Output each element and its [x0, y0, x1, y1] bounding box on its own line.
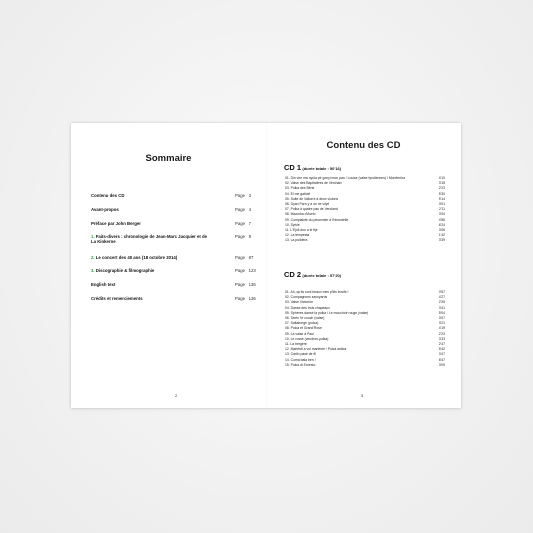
- track-duration: 4'19: [438, 326, 445, 331]
- track-title: 13. Carlin pasè de fil: [285, 352, 316, 357]
- track-duration: 3'15: [438, 181, 445, 186]
- page-number: 3: [361, 393, 364, 398]
- track-title: 06. Tarén l'e couch (valse): [285, 316, 325, 320]
- track-duration: 2'47: [438, 342, 445, 346]
- track-title: 04. Danse des trois chapeaux: [285, 305, 330, 310]
- toc-entry-label: English text: [91, 282, 116, 287]
- track-title: 09. Complainte du prisonnier à l'hirondelle: [285, 217, 349, 222]
- page-title: Contenu des CD: [326, 140, 401, 151]
- track-duration: 0'57: [438, 290, 445, 294]
- track-title: 10. Sylvie: [285, 222, 300, 227]
- toc-entry: [91, 282, 209, 287]
- track-duration: 6'24: [438, 222, 445, 227]
- toc-page-number: 87: [248, 255, 254, 260]
- track-title: 06. Dyan Parn y a on ne vilyè: [285, 202, 330, 206]
- cd-heading: [284, 163, 341, 172]
- toc-entry-number: 1.: [91, 234, 95, 239]
- track-title: 03. Polka des Bènè: [285, 186, 315, 191]
- toc-page-number: 3: [248, 193, 252, 198]
- track-duration: 5'42: [438, 347, 445, 352]
- toc-entry-label: Faits-divers : chronologie de Jean-Marc Jacquier et de La Kinkerne: [91, 234, 208, 244]
- toc-page-label: Page: [235, 282, 246, 287]
- track-title: 02. Compagnons savoyards: [285, 295, 328, 300]
- toc-entry: [91, 234, 209, 244]
- track-duration: 4'56: [438, 217, 445, 222]
- track-title: 01. Din vire ma nyula pè gonyi mon pan / Louise (valse tyroliennes) / Monferrina: [285, 176, 406, 180]
- booklet-spread: [71, 123, 461, 408]
- left-page: [71, 123, 266, 408]
- toc-entry: [91, 207, 209, 212]
- track-duration: 2'11: [438, 207, 445, 212]
- track-duration: 3'04: [438, 212, 445, 217]
- track-duration: 3'39: [438, 238, 445, 243]
- track-title: 03. Valse Victorine: [285, 300, 313, 305]
- toc-page-label: Page: [235, 268, 246, 273]
- toc-page-label: Page: [235, 255, 246, 260]
- track-title: 12. Mariénti a voi mariente / Polca antica: [285, 347, 347, 352]
- track-title: 11. L'Ejòli dou a le fije: [285, 228, 318, 232]
- track-duration: 5'04: [438, 310, 445, 315]
- right-page: [266, 123, 461, 408]
- toc-entry-number: 3.: [91, 268, 95, 273]
- track-duration: 2'23: [438, 331, 445, 336]
- track-duration: 2'23: [438, 186, 445, 191]
- track-title: 09. La valse à Paul: [285, 331, 314, 336]
- page-title: Sommaire: [145, 153, 192, 164]
- toc-page-number: 136: [248, 296, 256, 301]
- track-duration: 3'41: [438, 305, 445, 310]
- toc-entry-label: Contenu des CD: [91, 193, 125, 198]
- track-title: 10. Le rosse (veudron-polka): [285, 336, 329, 341]
- track-title: 14. Cuma bala ben !: [285, 357, 316, 362]
- track-title: 08. Mazurka d'Avelo: [285, 212, 316, 217]
- toc-page-label: Page: [235, 296, 246, 301]
- track-title: 02. Valse des Baptistères de Verchaix: [285, 181, 342, 186]
- page-number: 2: [175, 393, 178, 398]
- toc-page-number: 135: [248, 282, 256, 287]
- track-title: 05. Sphères dansé la polka / Le mouchoir rouge (valse): [285, 310, 369, 315]
- track-duration: 3'06: [438, 228, 445, 232]
- track-duration: 3'01: [438, 202, 445, 206]
- toc-entry-label: Avant-propos: [91, 207, 119, 212]
- toc-entry-label: Discographie & filmographie: [95, 268, 155, 273]
- toc-entry: [91, 296, 209, 301]
- track-title: 07. Saltaborge (polca): [285, 321, 319, 326]
- track-duration: 4'27: [438, 295, 445, 300]
- track-duration: 2'25: [438, 300, 445, 305]
- toc-entry-label: Préface par John Berger: [91, 221, 141, 226]
- track-duration: 3'09: [438, 362, 445, 367]
- cd-duration: (durée totale : 57'20): [302, 273, 342, 278]
- toc-page-label: Page: [235, 207, 246, 212]
- cd-name: CD 2: [284, 270, 302, 279]
- track-title: 12. La tempesta: [285, 233, 310, 238]
- track-title: 11. La bergère: [285, 342, 307, 346]
- toc-page-number: 9: [248, 234, 252, 239]
- toc-entry-label: Crédits et remerciements: [91, 296, 143, 301]
- toc-entry-label: Le concert des 40 ans (18 octobre 2014): [95, 255, 178, 260]
- track-title: 08. Polca et Grand'Rose: [285, 326, 322, 331]
- toc-page-number: 4: [248, 207, 252, 212]
- toc-page-number: 123: [248, 268, 256, 273]
- track-title: 01. Ah, qu'ils sont beaux mes p'tits bovifs !: [285, 290, 349, 294]
- toc-page-label: Page: [235, 221, 246, 226]
- track-duration: 5'14: [438, 196, 445, 201]
- track-title: 04. Èl me gatiolè: [285, 191, 311, 196]
- track-title: 07. Polka à quatre pas de Vercland: [285, 207, 338, 212]
- toc-page-number: 7: [248, 221, 252, 226]
- track-title: 05. Suite de Vallorre à deux violons: [285, 196, 339, 201]
- cd-name: CD 1: [284, 163, 302, 172]
- cd-duration: (durée totale : 50'16): [302, 166, 342, 171]
- toc-entry: [91, 255, 209, 260]
- track-duration: 3'07: [438, 316, 445, 320]
- toc-entry: [91, 268, 209, 273]
- track-duration: 4'10: [438, 176, 445, 180]
- track-duration: 1'42: [438, 233, 445, 238]
- toc-page-label: Page: [235, 193, 246, 198]
- track-title: 13. La pulidera: [285, 238, 308, 243]
- toc-page-label: Page: [235, 234, 246, 239]
- cd-heading: [284, 270, 341, 279]
- toc-entry: [91, 193, 209, 198]
- toc-entry: [91, 221, 209, 226]
- track-title: 15. Polca di Ernesto: [285, 362, 316, 367]
- track-duration: 5'30: [438, 191, 445, 196]
- track-duration: 3'47: [438, 352, 445, 357]
- track-duration: 3'21: [438, 321, 445, 326]
- track-duration: 3'33: [438, 336, 445, 341]
- toc-entry-number: 2.: [91, 255, 95, 260]
- track-duration: 6'47: [438, 357, 445, 362]
